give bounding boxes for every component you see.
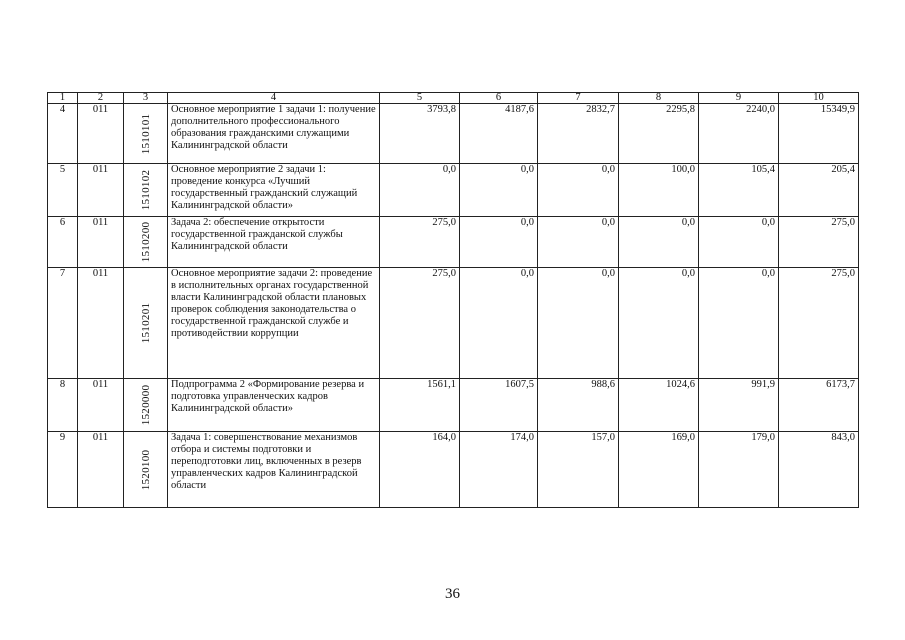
department-code-cell: 011 xyxy=(78,164,124,217)
department-code-cell: 011 xyxy=(78,268,124,379)
table-row xyxy=(48,379,859,432)
value-2017-cell: 100,0 xyxy=(619,164,699,217)
value-total-cell: 275,0 xyxy=(779,268,859,379)
header-cell: 7 xyxy=(538,93,619,104)
value-2015-cell: 0,0 xyxy=(460,164,538,217)
department-code-cell: 011 xyxy=(78,379,124,432)
budget-code-cell xyxy=(124,217,168,268)
row-number-cell: 8 xyxy=(48,379,78,432)
value-2015-cell: 0,0 xyxy=(460,268,538,379)
budget-table xyxy=(47,92,859,508)
value-2014-cell: 275,0 xyxy=(380,268,460,379)
budget-code-text: 1510102 xyxy=(139,169,152,211)
value-2018-cell: 991,9 xyxy=(699,379,779,432)
budget-code-cell xyxy=(124,164,168,217)
header-row xyxy=(48,93,859,104)
value-2015-cell: 4187,6 xyxy=(460,104,538,164)
value-2017-cell: 0,0 xyxy=(619,217,699,268)
value-2015-cell: 0,0 xyxy=(460,217,538,268)
budget-code-text: 1520000 xyxy=(139,384,152,426)
description-cell: Основное мероприятие задачи 2: проведение в исполнительных органах государственной власти Калининградской области плановых проверок соблюдения законодательства о государственной гражданской службе и противодействии коррупции xyxy=(168,268,380,379)
budget-code-text: 1520100 xyxy=(139,449,152,490)
description-cell: Задача 2: обеспечение открытости государственной гражданской службы Калининградской области xyxy=(168,217,380,268)
value-2016-cell: 988,6 xyxy=(538,379,619,432)
department-code-cell: 011 xyxy=(78,104,124,164)
header-cell: 9 xyxy=(699,93,779,104)
header-cell: 8 xyxy=(619,93,699,104)
description-cell: Основное мероприятие 2 задачи 1: проведение конкурса «Лучший государственный гражданский служащий Калининградской области» xyxy=(168,164,380,217)
header-cell: 1 xyxy=(48,93,78,104)
value-2018-cell: 2240,0 xyxy=(699,104,779,164)
value-2017-cell: 2295,8 xyxy=(619,104,699,164)
row-number-cell: 7 xyxy=(48,268,78,379)
department-code-cell: 011 xyxy=(78,432,124,508)
value-total-cell: 843,0 xyxy=(779,432,859,508)
description-cell: Задача 1: совершенствование механизмов отбора и системы подготовки и переподготовки лиц, включенных в резерв управленческих кадров Калининградской области xyxy=(168,432,380,508)
budget-code-cell xyxy=(124,268,168,379)
value-2016-cell: 0,0 xyxy=(538,164,619,217)
row-number-cell: 4 xyxy=(48,104,78,164)
row-number-cell: 9 xyxy=(48,432,78,508)
table-row xyxy=(48,104,859,164)
department-code-cell: 011 xyxy=(78,217,124,268)
description-cell: Основное мероприятие 1 задачи 1: получение дополнительного профессионального образования гражданскими служащими Калининградской области xyxy=(168,104,380,164)
value-2016-cell: 0,0 xyxy=(538,268,619,379)
header-cell: 4 xyxy=(168,93,380,104)
value-2018-cell: 0,0 xyxy=(699,217,779,268)
table-row xyxy=(48,217,859,268)
header-cell: 2 xyxy=(78,93,124,104)
budget-code-text: 1510201 xyxy=(139,302,152,344)
budget-code-text: 1510200 xyxy=(139,221,152,263)
header-cell: 5 xyxy=(380,93,460,104)
value-2015-cell: 174,0 xyxy=(460,432,538,508)
value-2017-cell: 1024,6 xyxy=(619,379,699,432)
value-2014-cell: 1561,1 xyxy=(380,379,460,432)
value-2018-cell: 105,4 xyxy=(699,164,779,217)
value-2014-cell: 3793,8 xyxy=(380,104,460,164)
value-total-cell: 6173,7 xyxy=(779,379,859,432)
value-2018-cell: 0,0 xyxy=(699,268,779,379)
value-total-cell: 205,4 xyxy=(779,164,859,217)
header-cell: 6 xyxy=(460,93,538,104)
table-row xyxy=(48,164,859,217)
budget-code-cell xyxy=(124,104,168,164)
row-number-cell: 6 xyxy=(48,217,78,268)
budget-code-text: 1510101 xyxy=(139,113,152,154)
value-2017-cell: 0,0 xyxy=(619,268,699,379)
value-2018-cell: 179,0 xyxy=(699,432,779,508)
value-total-cell: 15349,9 xyxy=(779,104,859,164)
value-2016-cell: 2832,7 xyxy=(538,104,619,164)
value-2016-cell: 157,0 xyxy=(538,432,619,508)
table-row xyxy=(48,268,859,379)
value-2017-cell: 169,0 xyxy=(619,432,699,508)
description-cell: Подпрограмма 2 «Формирование резерва и подготовка управленческих кадров Калининградской области» xyxy=(168,379,380,432)
value-2014-cell: 0,0 xyxy=(380,164,460,217)
value-2014-cell: 164,0 xyxy=(380,432,460,508)
header-cell: 10 xyxy=(779,93,859,104)
value-2016-cell: 0,0 xyxy=(538,217,619,268)
value-2015-cell: 1607,5 xyxy=(460,379,538,432)
budget-code-cell xyxy=(124,432,168,508)
table-row xyxy=(48,432,859,508)
row-number-cell: 5 xyxy=(48,164,78,217)
page-number: 36 xyxy=(445,586,460,602)
header-cell: 3 xyxy=(124,93,168,104)
budget-code-cell xyxy=(124,379,168,432)
value-2014-cell: 275,0 xyxy=(380,217,460,268)
value-total-cell: 275,0 xyxy=(779,217,859,268)
